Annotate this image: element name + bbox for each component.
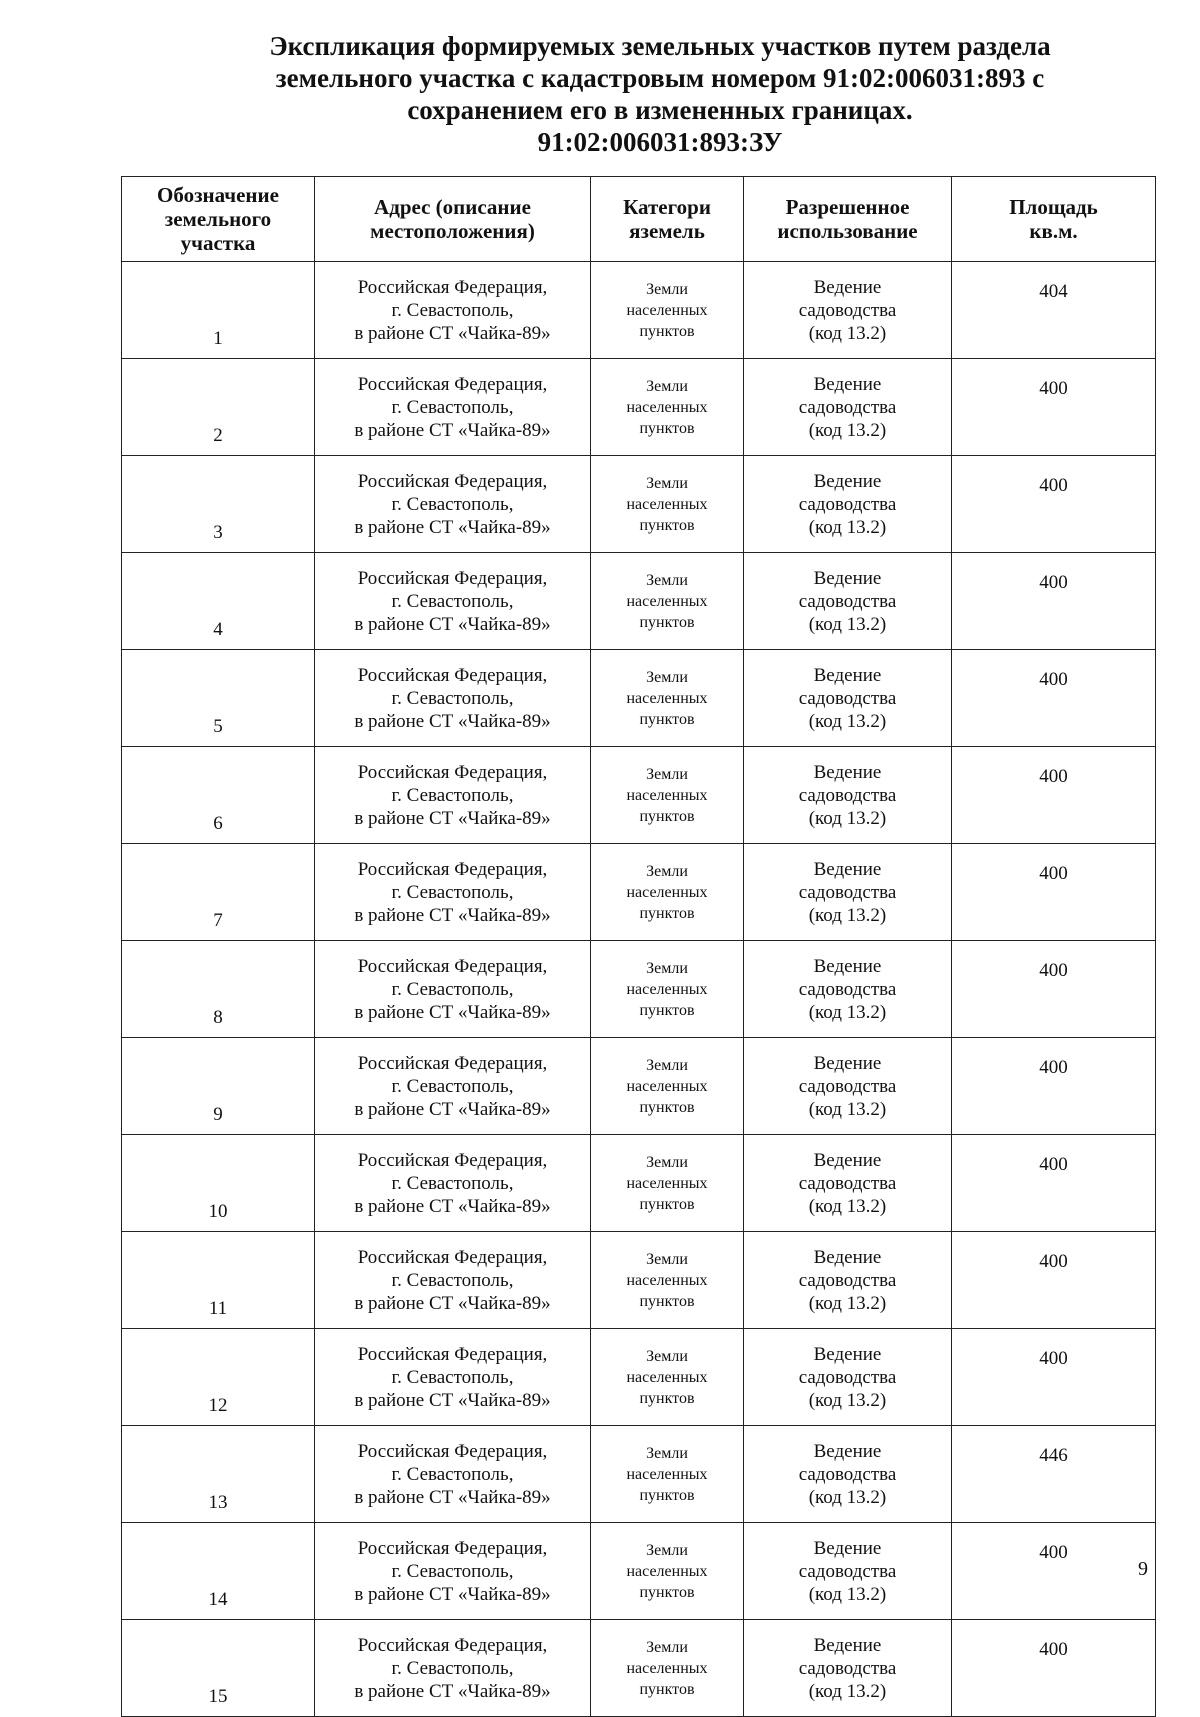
cell-permitted-use: Ведение садоводства (код 13.2)	[744, 941, 952, 1038]
table-row	[122, 747, 1156, 844]
cell-permitted-use: Ведение садоводства (код 13.2)	[744, 1426, 952, 1523]
table-row	[122, 1135, 1156, 1232]
cell-land-category: Земли населенных пунктов	[591, 456, 744, 553]
cell-land-category: Земли населенных пунктов	[591, 1329, 744, 1426]
cell-plot-number: 6	[122, 747, 315, 844]
cell-plot-number: 11	[122, 1232, 315, 1329]
cell-permitted-use: Ведение садоводства (код 13.2)	[744, 1038, 952, 1135]
cell-area: 400	[952, 941, 1156, 1038]
cell-land-category: Земли населенных пунктов	[591, 1523, 744, 1620]
cell-area: 446	[952, 1426, 1156, 1523]
cell-area: 400	[952, 1620, 1156, 1717]
cell-permitted-use: Ведение садоводства (код 13.2)	[744, 1620, 952, 1717]
cell-permitted-use: Ведение садоводства (код 13.2)	[744, 1232, 952, 1329]
header-plot-designation: Обозначение земельного участка	[122, 177, 315, 262]
page-number: 9	[1138, 1558, 1148, 1580]
cell-address: Российская Федерация, г. Севастополь, в районе СТ «Чайка-89»	[315, 650, 591, 747]
cell-plot-number: 8	[122, 941, 315, 1038]
title-line: 91:02:006031:893:ЗУ	[537, 127, 783, 157]
cell-plot-number: 2	[122, 359, 315, 456]
cell-plot-number: 5	[122, 650, 315, 747]
cell-plot-number: 12	[122, 1329, 315, 1426]
cell-plot-number: 15	[122, 1620, 315, 1717]
table-header-row	[122, 177, 1156, 262]
cell-permitted-use: Ведение садоводства (код 13.2)	[744, 553, 952, 650]
header-permitted-use: Разрешенное использование	[744, 177, 952, 262]
table-row	[122, 1620, 1156, 1717]
cell-land-category: Земли населенных пунктов	[591, 941, 744, 1038]
cell-area: 400	[952, 650, 1156, 747]
cell-area: 400	[952, 553, 1156, 650]
cell-permitted-use: Ведение садоводства (код 13.2)	[744, 1329, 952, 1426]
cell-land-category: Земли населенных пунктов	[591, 1232, 744, 1329]
cell-area: 400	[952, 456, 1156, 553]
cell-land-category: Земли населенных пунктов	[591, 1620, 744, 1717]
cell-plot-number: 14	[122, 1523, 315, 1620]
cell-permitted-use: Ведение садоводства (код 13.2)	[744, 262, 952, 359]
cell-plot-number: 10	[122, 1135, 315, 1232]
cell-address: Российская Федерация, г. Севастополь, в районе СТ «Чайка-89»	[315, 359, 591, 456]
cell-permitted-use: Ведение садоводства (код 13.2)	[744, 1523, 952, 1620]
cell-address: Российская Федерация, г. Севастополь, в районе СТ «Чайка-89»	[315, 262, 591, 359]
cell-plot-number: 3	[122, 456, 315, 553]
cell-permitted-use: Ведение садоводства (код 13.2)	[744, 844, 952, 941]
cell-address: Российская Федерация, г. Севастополь, в районе СТ «Чайка-89»	[315, 941, 591, 1038]
cell-area: 400	[952, 1329, 1156, 1426]
cell-area: 400	[952, 844, 1156, 941]
cell-land-category: Земли населенных пунктов	[591, 262, 744, 359]
cell-permitted-use: Ведение садоводства (код 13.2)	[744, 456, 952, 553]
cell-permitted-use: Ведение садоводства (код 13.2)	[744, 650, 952, 747]
cell-area: 400	[952, 1038, 1156, 1135]
cell-land-category: Земли населенных пунктов	[591, 844, 744, 941]
table-row	[122, 1523, 1156, 1620]
title-line: сохранением его в измененных границах.	[407, 95, 913, 125]
cell-plot-number: 9	[122, 1038, 315, 1135]
table-row	[122, 262, 1156, 359]
title-line: Экспликация формируемых земельных участков путем раздела	[269, 31, 1051, 61]
cell-address: Российская Федерация, г. Севастополь, в районе СТ «Чайка-89»	[315, 1329, 591, 1426]
document-title	[200, 30, 1120, 158]
cell-land-category: Земли населенных пунктов	[591, 359, 744, 456]
cell-area: 404	[952, 262, 1156, 359]
cell-plot-number: 1	[122, 262, 315, 359]
cell-permitted-use: Ведение садоводства (код 13.2)	[744, 747, 952, 844]
cell-address: Российская Федерация, г. Севастополь, в районе СТ «Чайка-89»	[315, 553, 591, 650]
cell-address: Российская Федерация, г. Севастополь, в районе СТ «Чайка-89»	[315, 844, 591, 941]
cell-area: 400	[952, 1232, 1156, 1329]
cell-land-category: Земли населенных пунктов	[591, 1135, 744, 1232]
cell-area: 400	[952, 747, 1156, 844]
cell-land-category: Земли населенных пунктов	[591, 747, 744, 844]
table-row	[122, 1426, 1156, 1523]
cell-plot-number: 13	[122, 1426, 315, 1523]
table-row	[122, 456, 1156, 553]
cell-address: Российская Федерация, г. Севастополь, в районе СТ «Чайка-89»	[315, 1523, 591, 1620]
cell-land-category: Земли населенных пунктов	[591, 553, 744, 650]
table-row	[122, 1038, 1156, 1135]
cell-permitted-use: Ведение садоводства (код 13.2)	[744, 359, 952, 456]
cell-area: 400	[952, 1135, 1156, 1232]
cell-permitted-use: Ведение садоводства (код 13.2)	[744, 1135, 952, 1232]
cell-address: Российская Федерация, г. Севастополь, в районе СТ «Чайка-89»	[315, 1232, 591, 1329]
cell-address: Российская Федерация, г. Севастополь, в районе СТ «Чайка-89»	[315, 1620, 591, 1717]
cell-address: Российская Федерация, г. Севастополь, в районе СТ «Чайка-89»	[315, 1426, 591, 1523]
header-land-category: Категори яземель	[591, 177, 744, 262]
table-row	[122, 359, 1156, 456]
table-row	[122, 1329, 1156, 1426]
cell-address: Российская Федерация, г. Севастополь, в районе СТ «Чайка-89»	[315, 747, 591, 844]
cell-address: Российская Федерация, г. Севастополь, в районе СТ «Чайка-89»	[315, 456, 591, 553]
cell-land-category: Земли населенных пунктов	[591, 1426, 744, 1523]
table-row	[122, 941, 1156, 1038]
table-body	[122, 262, 1156, 1717]
table-row	[122, 650, 1156, 747]
table-row	[122, 1232, 1156, 1329]
header-address: Адрес (описание местоположения)	[315, 177, 591, 262]
cell-area: 400	[952, 359, 1156, 456]
cell-plot-number: 4	[122, 553, 315, 650]
table-row	[122, 844, 1156, 941]
cell-address: Российская Федерация, г. Севастополь, в районе СТ «Чайка-89»	[315, 1038, 591, 1135]
cell-area: 400	[952, 1523, 1156, 1620]
table-row	[122, 553, 1156, 650]
cell-land-category: Земли населенных пунктов	[591, 650, 744, 747]
cell-address: Российская Федерация, г. Севастополь, в районе СТ «Чайка-89»	[315, 1135, 591, 1232]
cell-plot-number: 7	[122, 844, 315, 941]
header-area: Площадь кв.м.	[952, 177, 1156, 262]
cell-land-category: Земли населенных пунктов	[591, 1038, 744, 1135]
title-line: земельного участка с кадастровым номером 91:02:006031:893 с	[275, 63, 1045, 93]
explication-table	[121, 176, 1156, 1717]
